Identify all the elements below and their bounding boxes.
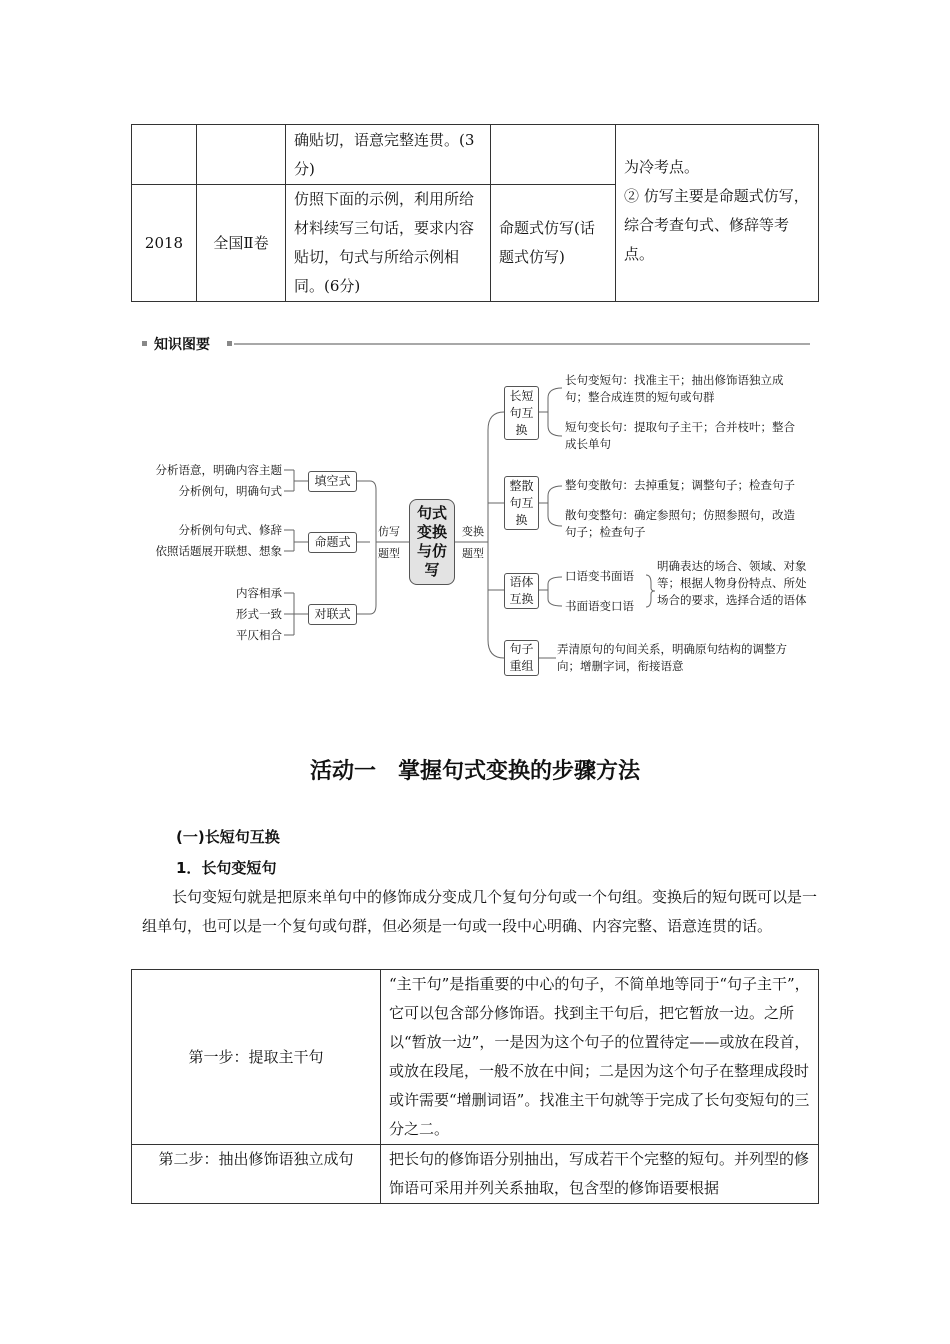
exam-analysis-line1: 为冷考点。 bbox=[624, 158, 700, 176]
left-item-3-1: 内容相承 bbox=[236, 586, 282, 600]
left-box-fill-blank: 填空式 bbox=[308, 471, 357, 492]
right-label bbox=[460, 521, 486, 565]
left-box-couplet: 对联式 bbox=[308, 604, 357, 625]
right-box-restructure: 句子重组 bbox=[504, 640, 539, 676]
right-label-line2: 题型 bbox=[462, 547, 484, 560]
center-line1: 句式 bbox=[416, 504, 447, 522]
intro-paragraph: 长句变短句就是把原来单句中的修饰成分变成几个复句分句或一个句组。变换后的短句既可以是一组单句，也可以是一个复句或句群，但必须是一句或一段中心明确、内容完整、语意连贯的话。 bbox=[142, 888, 818, 935]
right-box-long-short: 长短句互换 bbox=[504, 386, 539, 440]
exam-row2-year: 2018 bbox=[132, 185, 197, 302]
left-item-1-2: 分析例句，明确句式 bbox=[178, 484, 282, 498]
knowledge-map-header: 知识图要 bbox=[154, 337, 210, 353]
right-item-4-1: 弄清原句的句间关系，明确原句结构的调整方向；增删字词，衔接语意 bbox=[557, 642, 787, 673]
left-label-line2: 题型 bbox=[378, 547, 400, 560]
exam-row2-question: 仿照下面的示例，利用所给材料续写三句话，要求内容贴切，句式与所给示例相同。(6分) bbox=[286, 185, 491, 302]
right-label-line1: 变换 bbox=[462, 525, 484, 538]
exam-row2-paper: 全国Ⅱ卷 bbox=[197, 185, 286, 302]
right-item-1-1: 长句变短句：找准主干；抽出修饰语独立成句；整合成连贯的短句或句群 bbox=[565, 373, 784, 404]
right-item-1-2: 短句变长句：提取句子主干；合并枝叶；整合成长单句 bbox=[565, 420, 795, 451]
center-line4: 写 bbox=[424, 561, 440, 579]
right-box-whole-scattered: 整散句互换 bbox=[504, 476, 539, 530]
left-item-2-1: 分析例句句式、修辞 bbox=[178, 523, 282, 537]
right-item-2-1: 整句变散句：去掉重复；调整句子；检查句子 bbox=[565, 478, 795, 492]
exam-analysis-line2: ② 仿写主要是命题式仿写，综合考查句式、修辞等考点。 bbox=[624, 187, 809, 263]
steps-table bbox=[131, 969, 819, 1204]
left-item-3-3: 平仄相合 bbox=[236, 628, 282, 642]
step-1-text: “主干句”是指重要的中心的句子，不简单地等同于“句子主干”，它可以包含部分修饰语。找到主干句后，把它暂放一边。之所以“暂放一边”，一是因为这个句子的位置待定——或放在段首，或放在段尾，一般不放在中间；二是因为这个句子在整理成段时或许需要“增删词语”。找准主干句就等于完成了长句变短句的三分之二。 bbox=[381, 970, 819, 1145]
right-box-register: 语体互换 bbox=[504, 573, 539, 609]
exam-row2-type: 命题式仿写(话题式仿写) bbox=[491, 185, 616, 302]
center-line3: 与仿 bbox=[416, 542, 447, 560]
left-box-topic: 命题式 bbox=[308, 532, 357, 553]
step-2-text: 把长句的修饰语分别抽出，写成若干个完整的短句。并列型的修饰语可采用并列关系抽取，包含型的修饰语要根据 bbox=[381, 1145, 819, 1204]
step-1-label: 第一步：提取主干句 bbox=[132, 970, 381, 1145]
exam-row1-question: 确贴切，语意完整连贯。(3分) bbox=[286, 125, 491, 185]
left-item-2-2: 依照话题展开联想、想象 bbox=[155, 544, 282, 558]
activity-title: 活动一 掌握句式变换的步骤方法 bbox=[309, 759, 640, 784]
right-item-3-1: 口语变书面语 bbox=[565, 569, 634, 583]
subsection-title: 1．长句变短句 bbox=[176, 859, 277, 877]
left-label bbox=[376, 521, 402, 565]
center-topic-box bbox=[409, 499, 455, 585]
left-item-3-2: 形式一致 bbox=[236, 607, 282, 621]
right-register-note: 明确表达的场合、领域、对象等；根据人物身份特点、所处场合的要求，选择合适的语体 bbox=[657, 559, 807, 607]
right-item-2-2: 散句变整句：确定参照句；仿照参照句，改造句子；检查句子 bbox=[565, 508, 795, 539]
center-line2: 变换 bbox=[416, 523, 447, 541]
left-item-1-1: 分析语意，明确内容主题 bbox=[155, 463, 282, 477]
section-title: (一)长短句互换 bbox=[176, 828, 280, 846]
left-label-line1: 仿写 bbox=[378, 525, 400, 538]
right-item-3-2: 书面语变口语 bbox=[565, 599, 634, 613]
step-2-label: 第二步：抽出修饰语独立成句 bbox=[132, 1145, 381, 1204]
